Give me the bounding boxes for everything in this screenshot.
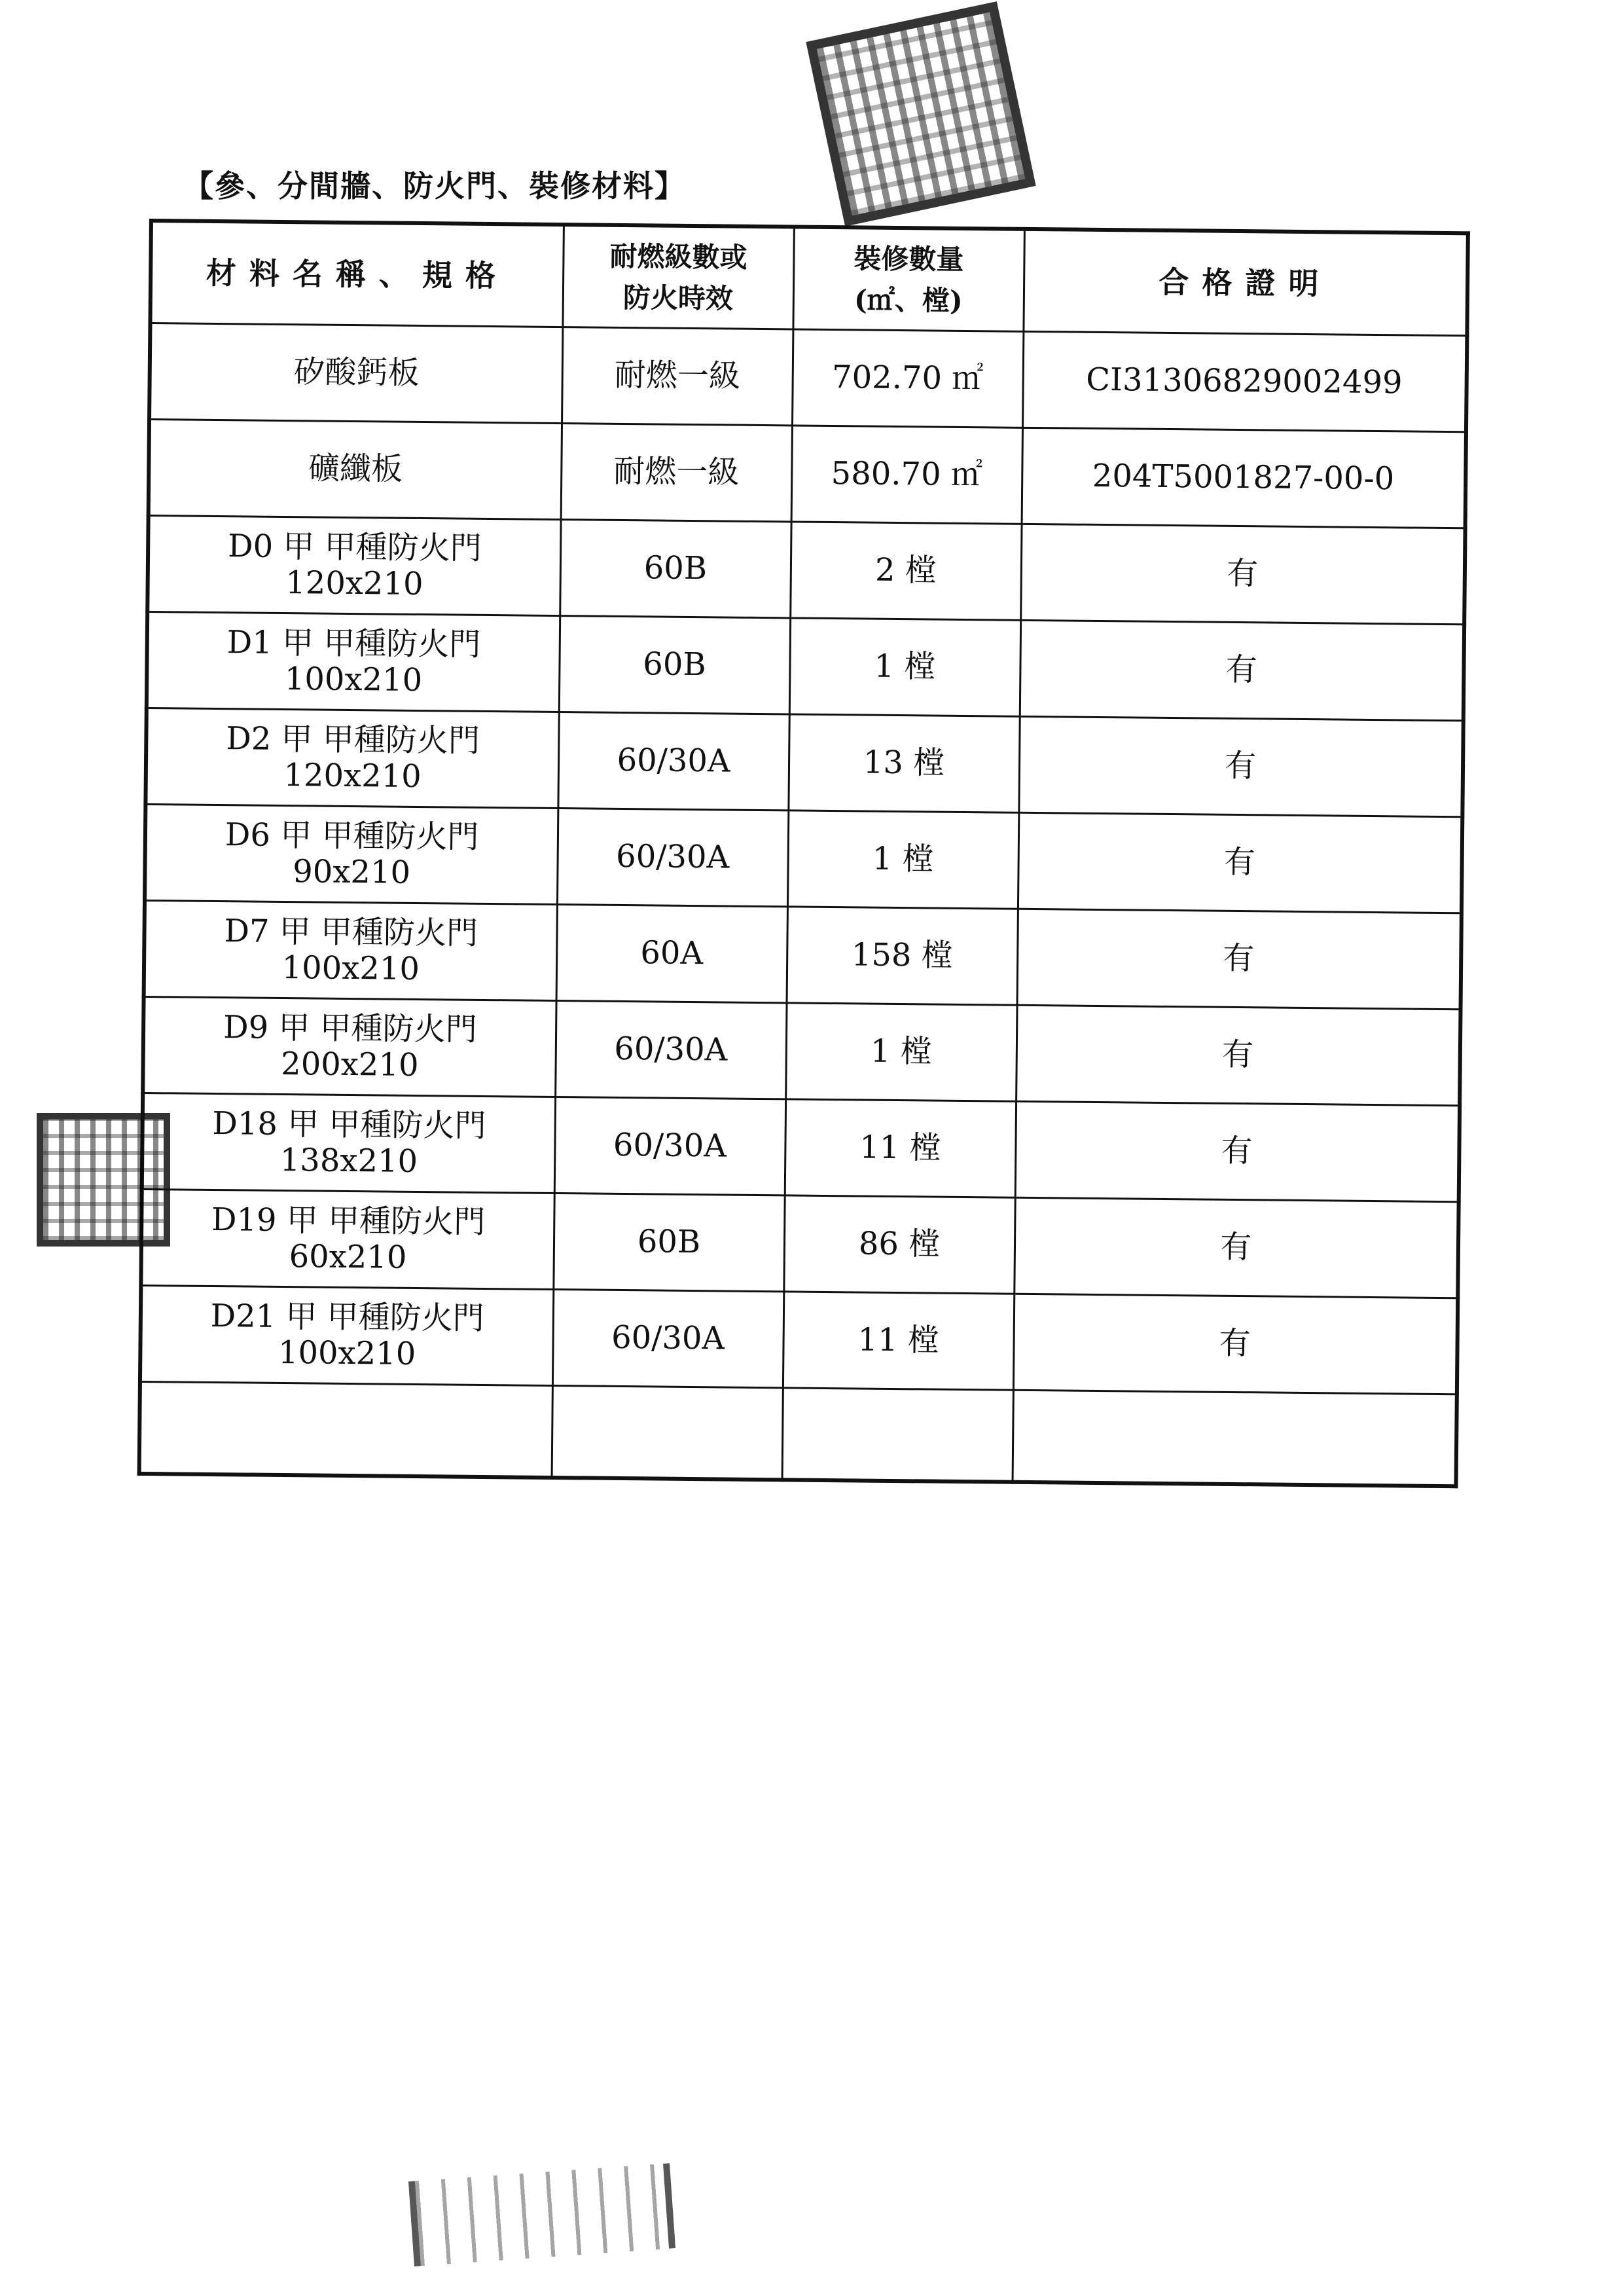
fire-rating-cell: 60A xyxy=(556,905,787,1003)
material-name-cell xyxy=(145,708,558,808)
header-material-name: 材料名稱、規格 xyxy=(150,221,563,327)
material-name: D7 甲 甲種防火門 xyxy=(224,912,478,952)
table-row xyxy=(147,612,1464,721)
certificate-cell: 有 xyxy=(1018,812,1462,913)
material-name-cell xyxy=(141,1189,554,1289)
section-title: 【參、分間牆、防火門、裝修材料】 xyxy=(183,168,686,204)
table-row xyxy=(142,1093,1460,1201)
fire-rating-cell: 耐燃一級 xyxy=(562,327,793,426)
material-name: D0 甲 甲種防火門 xyxy=(227,527,482,567)
quantity-cell: 2 樘 xyxy=(790,522,1021,620)
quantity-cell: 11 樘 xyxy=(783,1292,1014,1390)
material-spec: 60x210 xyxy=(289,1238,407,1276)
material-name: 礦纖板 xyxy=(308,450,403,488)
table-row xyxy=(147,516,1465,625)
material-name-cell xyxy=(143,996,556,1097)
materials-table xyxy=(137,219,1470,1488)
quantity-cell: 1 樘 xyxy=(787,811,1018,909)
table-row xyxy=(140,1285,1458,1394)
certificate-cell: 有 xyxy=(1020,620,1464,721)
material-spec: 100x210 xyxy=(284,661,423,699)
empty-cell xyxy=(552,1385,783,1480)
material-name-cell xyxy=(147,612,560,712)
bottom-partial-stamp xyxy=(408,2163,675,2267)
material-name: D9 甲 甲種防火門 xyxy=(223,1008,477,1048)
material-name: D21 甲 甲種防火門 xyxy=(210,1297,484,1337)
table-row xyxy=(141,1189,1458,1298)
fire-rating-cell: 60/30A xyxy=(557,809,788,907)
material-name: D18 甲 甲種防火門 xyxy=(212,1104,486,1144)
fire-rating-cell: 60B xyxy=(559,616,790,714)
fire-rating-cell: 60B xyxy=(553,1194,784,1292)
certificate-cell: 有 xyxy=(1016,1005,1460,1106)
table-header-row xyxy=(150,221,1467,336)
quantity-cell: 702.70 ㎡ xyxy=(792,329,1023,428)
material-name: 矽酸鈣板 xyxy=(293,354,420,392)
material-name-cell xyxy=(145,804,558,904)
table-row xyxy=(145,804,1462,913)
table-row xyxy=(145,708,1463,816)
quantity-cell: 13 樘 xyxy=(788,714,1019,812)
table-row xyxy=(149,323,1467,432)
fire-rating-cell: 60B xyxy=(560,520,791,618)
top-seal-stamp xyxy=(806,1,1035,227)
header-fire-rating-line2: 防火時效 xyxy=(622,281,734,315)
header-quantity-line1: 裝修數量 xyxy=(854,242,964,276)
material-spec: 138x210 xyxy=(279,1141,418,1180)
material-name: D6 甲 甲種防火門 xyxy=(225,816,479,856)
material-name: D19 甲 甲種防火門 xyxy=(211,1201,486,1241)
table-body xyxy=(139,323,1467,1487)
certificate-cell: 有 xyxy=(1015,1101,1460,1202)
material-spec: 100x210 xyxy=(281,949,420,988)
material-name-cell xyxy=(144,900,557,1000)
material-spec: 90x210 xyxy=(293,853,411,891)
header-quantity-line2: (㎡、樘) xyxy=(854,283,963,317)
certificate-cell: 有 xyxy=(1013,1294,1458,1394)
certificate-cell: 有 xyxy=(1020,524,1465,625)
header-certificate: 合格證明 xyxy=(1023,229,1467,336)
fire-rating-cell: 耐燃一級 xyxy=(561,424,792,522)
quantity-cell: 580.70 ㎡ xyxy=(791,426,1022,524)
quantity-cell: 1 樘 xyxy=(785,1003,1016,1101)
quantity-cell: 158 樘 xyxy=(787,907,1018,1005)
certificate-cell: CI31306829002499 xyxy=(1022,331,1467,432)
left-seal-stamp xyxy=(37,1113,170,1247)
fire-rating-cell: 60/30A xyxy=(552,1290,783,1388)
certificate-cell: 有 xyxy=(1017,909,1462,1010)
material-name: D2 甲 甲種防火門 xyxy=(226,720,480,759)
material-name: D1 甲 甲種防火門 xyxy=(226,623,481,663)
certificate-cell: 204T5001827-00-0 xyxy=(1022,428,1466,528)
material-name-cell xyxy=(149,323,562,424)
material-name-cell xyxy=(149,420,562,520)
quantity-cell: 86 樘 xyxy=(783,1195,1015,1294)
empty-cell xyxy=(782,1388,1013,1482)
material-name-cell xyxy=(140,1285,553,1385)
header-quantity xyxy=(793,227,1024,331)
header-fire-rating xyxy=(562,225,793,329)
fire-rating-cell: 60/30A xyxy=(555,1001,786,1099)
certificate-cell: 有 xyxy=(1018,716,1463,817)
table-row xyxy=(144,900,1462,1009)
certificate-cell: 有 xyxy=(1014,1197,1458,1298)
fire-rating-cell: 60/30A xyxy=(554,1097,785,1195)
empty-cell xyxy=(139,1381,552,1478)
material-spec: 120x210 xyxy=(283,757,422,795)
material-spec: 200x210 xyxy=(280,1045,419,1084)
quantity-cell: 1 樘 xyxy=(789,618,1020,716)
material-spec: 100x210 xyxy=(278,1334,416,1372)
fire-rating-cell: 60/30A xyxy=(558,712,789,811)
table-row-empty xyxy=(139,1381,1457,1486)
header-fire-rating-line1: 耐燃級數或 xyxy=(609,240,747,274)
material-name-cell xyxy=(142,1093,555,1193)
table-row xyxy=(149,420,1466,528)
material-spec: 120x210 xyxy=(285,564,423,603)
empty-cell xyxy=(1013,1390,1457,1486)
quantity-cell: 11 樘 xyxy=(785,1099,1016,1197)
material-name-cell xyxy=(147,516,560,616)
table-row xyxy=(143,996,1460,1105)
